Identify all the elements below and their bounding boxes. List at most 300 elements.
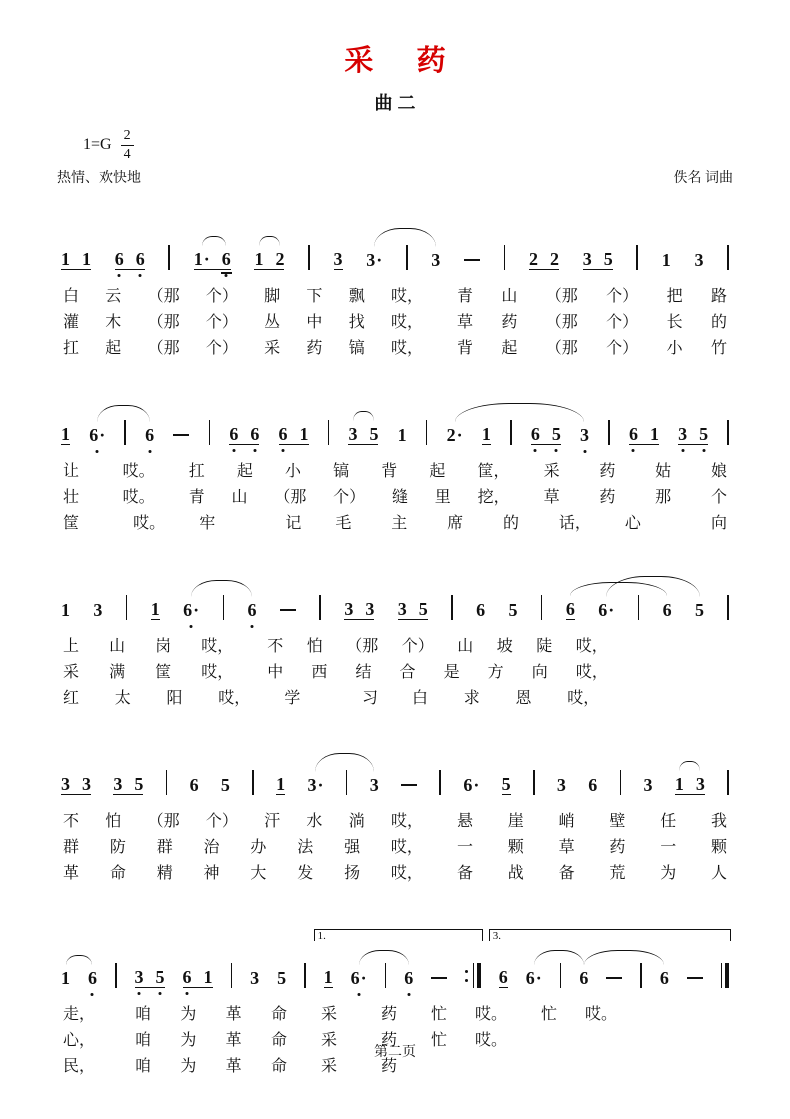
lyric-cell: 个） [205,288,238,305]
beam-group [190,775,199,795]
barline [439,770,441,795]
lyric-cell: 药 [599,489,616,506]
lyric-cell: 哎， [575,638,608,655]
lyric-cell: 起 [501,340,518,357]
lyric-cell: 个） [606,288,639,305]
lyric-cell: 哎。 [133,515,166,532]
octave-dot [96,450,99,453]
beam-group [366,250,382,270]
note [136,249,145,269]
lyric-cell: 席 [447,515,464,532]
note [115,249,124,269]
note-dash [606,977,622,979]
lyric-cell: 革 [225,1006,242,1023]
lyric-cell: 下 [306,288,323,305]
note-digit: 6 [221,249,231,269]
lyric-segment [457,284,727,310]
slur-arc [202,236,227,246]
lyric-cell: 壮 [63,489,80,506]
note-digit: 6 [145,425,155,445]
lyric-cell: 起 [105,340,122,357]
dot-after: · [203,249,210,269]
lyric-cell: 合 [399,664,416,681]
lyric-cell: 汗 [264,813,281,830]
barline [560,963,562,988]
octave-dot [534,449,537,452]
note-digit: 1 [276,774,286,794]
lyric-cell: 哎， [575,664,608,681]
barline [124,420,126,445]
lyric-cell: 不 [267,638,284,655]
beam-group [463,775,479,795]
dot-after: · [99,425,106,445]
dot-after: · [456,425,463,445]
beam-group [183,967,213,988]
note [398,599,407,619]
beam-group [580,425,589,445]
dot-after: · [376,250,383,270]
beam-group [221,775,230,795]
barline [638,595,640,620]
lyric-row [57,861,733,887]
lyric-cell: 筐 [155,664,172,681]
note-digit: 3 [82,774,91,794]
lyric-row [57,809,733,835]
repeat-dot [465,979,468,982]
credit: 佚名 词曲 [673,171,733,186]
beam-group [334,249,343,270]
barline [406,245,408,270]
lyric-cell: 长 [666,314,683,331]
slur-arc [359,950,409,965]
note [369,424,378,444]
octave-dot [190,625,193,628]
octave-dot [357,993,360,996]
lyric-cell: 的 [502,515,519,532]
note-digit: 6 [278,424,288,444]
repeat-barline [465,963,481,988]
lyric-cell: 那 [655,489,672,506]
lyric-segment [189,459,510,485]
octave-dot [159,992,162,995]
lyric-cell: 木 [105,314,122,331]
beam-group [579,968,588,988]
lyric-segment [63,459,155,485]
lyric-cell: 革 [225,1032,242,1049]
beam-group [135,967,165,988]
note-digit: 2 [550,249,560,269]
octave-dot [186,992,189,995]
lyric-cell: 忙 [431,1032,448,1049]
lyric-segment [63,809,423,835]
lyric-cell: 娘 [710,463,727,480]
barline [126,595,128,620]
lyric-cell: 药 [609,839,626,856]
lyric-segment [199,511,301,537]
beam-group [476,600,485,620]
lyric-cell: 中 [267,664,284,681]
lyric-cell: 采 [63,664,80,681]
note [552,424,561,444]
lyric-cell: 镐 [348,340,365,357]
note-digit: 5 [418,599,428,619]
lyric-cell: 扛 [188,463,205,480]
barline [620,770,622,795]
lyric-cell: 为 [180,1006,197,1023]
lyric-cell: 我 [710,813,727,830]
lyric-row [57,310,733,336]
lyric-cell: 白 [412,690,429,707]
notes-row [57,921,733,1002]
lyric-cell: 太 [114,690,131,707]
notes-row [57,221,733,284]
lyric-cell: 个） [333,489,366,506]
beam-group [61,249,91,270]
note-digit: 6 [579,968,589,988]
lyric-cell: 民， [63,1058,96,1075]
barline [727,245,729,270]
note [300,424,309,444]
barline [209,420,211,445]
note-digit: 6 [89,425,99,445]
note-dash [280,609,296,611]
lyric-cell: 群 [63,839,80,856]
lyric-cell: 山 [109,638,126,655]
note-digit: 1 [254,249,264,269]
barline [504,245,506,270]
lyric-cell: （那 [545,340,578,357]
octave-dot [118,274,121,277]
lyric-cell: 哎， [201,664,234,681]
lyric-segment [267,660,608,686]
page-subtitle: 曲二 [374,93,421,113]
thin-bar [721,963,723,988]
lyric-cell: （那 [147,813,180,830]
barline [608,420,610,445]
note [529,249,538,269]
beam-group [398,599,428,620]
lyric-row [57,459,733,485]
note-digit: 5 [508,600,518,620]
octave-dot [251,625,254,628]
note-digit: 1 [61,249,70,269]
lyric-cell: 结 [355,664,372,681]
note-digit: 3 [695,774,705,794]
lyric-cell: 悬 [457,813,474,830]
note [699,424,708,444]
note [579,968,588,988]
note [82,774,91,794]
note [229,424,238,444]
beam-group [324,967,333,988]
note-digit: 6 [463,775,473,795]
beam-group [113,774,143,795]
beam-group [482,424,491,445]
beam-group [499,967,508,988]
octave-dot [555,449,558,452]
sixteenth-line [221,272,232,274]
barline [541,595,543,620]
note [254,249,263,269]
barline [223,595,225,620]
beam-group [145,425,154,445]
note [61,249,70,269]
page-title: 采 药 [344,45,464,77]
note-digit: 1 [193,249,203,269]
lyric-cell: 神 [203,865,220,882]
note-digit: 3 [694,250,704,270]
lyric-row [57,686,733,712]
lyric-cell: 镐 [333,463,350,480]
note-digit: 1 [649,424,659,444]
note-digit: 5 [699,424,709,444]
beam-group [663,600,672,620]
beam-group [404,968,413,988]
note [678,424,687,444]
note-digit: 6 [476,600,486,620]
lyric-cell: 求 [463,690,480,707]
lyric-cell: 找 [348,314,365,331]
lyric-cell: 阳 [166,690,183,707]
lyric-cell: 小 [284,463,301,480]
lyric-cell: 颗 [710,839,727,856]
beam-group [61,424,70,445]
lyric-cell: （那 [545,288,578,305]
note-digit: 3 [113,774,123,794]
note-digit: 6 [530,424,540,444]
system-2 [57,396,733,537]
lyric-cell: 筐 [63,515,80,532]
lyric-cell: 哎， [390,288,423,305]
note [250,968,259,988]
octave-dot [632,449,635,452]
notes-row [57,746,733,809]
note-digit: 3 [61,774,70,794]
note-digit: 3 [369,775,379,795]
beam-group [351,968,367,988]
lyric-cell: 治 [203,839,220,856]
note-digit: 6 [588,775,598,795]
lyric-segment [63,660,233,686]
beam-group [447,425,463,445]
note [113,774,122,794]
lyric-cell: （那 [147,288,180,305]
note [156,967,165,987]
time-signature [121,128,134,163]
lyric-cell: 满 [109,664,126,681]
dot-after: · [193,600,200,620]
note-digit: 2 [529,249,539,269]
note-digit: 5 [695,600,705,620]
note [89,425,105,445]
octave-dot [148,450,151,453]
note-digit: 3 [580,425,589,445]
beam-group [183,600,199,620]
lyric-cell: 采 [543,463,560,480]
note [463,775,479,795]
note-digit: 6 [135,249,145,269]
note-digit: 6 [247,600,257,620]
lyric-segment [63,634,233,660]
lyric-cell: 哎， [390,865,423,882]
lyric-segment [189,485,510,511]
lyric-cell: 大 [250,865,267,882]
lyric-row [57,485,733,511]
lyric-cell: 忙 [431,1006,448,1023]
lyric-segment [63,284,423,310]
lyric-cell: 个） [205,314,238,331]
slur-arc [679,761,700,771]
lyric-cell: 采 [264,340,281,357]
note [61,600,70,620]
lyric-segment [63,336,423,362]
lyric-cell: 的 [710,314,727,331]
note-digit: 6 [182,967,192,987]
barline [252,770,254,795]
lyric-segment [642,634,727,660]
lyric-cell: 精 [156,865,173,882]
note-digit: 3 [431,250,441,270]
lyric-segment [457,809,727,835]
note [557,775,566,795]
lyric-cell: 峭 [558,813,575,830]
barline [727,420,729,445]
note [61,424,70,444]
lyric-cell: 话， [558,515,591,532]
lyric-cell: 飘 [348,288,365,305]
note [502,774,511,794]
beam-group [508,600,517,620]
octave-dot [583,450,586,453]
lyric-cell: 上 [63,638,80,655]
beam-group [88,968,97,988]
beam-group [370,775,379,795]
octave-dot [407,993,410,996]
lyric-cell: 颗 [507,839,524,856]
note [447,425,463,445]
slur-arc [606,576,699,597]
beam-group [660,968,669,988]
note-digit: 6 [114,249,124,269]
lyric-cell: 起 [236,463,253,480]
lyric-cell: 走， [63,1006,96,1023]
thick-bar [477,963,481,988]
lyric-cell: 哎。 [474,1006,507,1023]
note-digit: 3 [366,250,376,270]
lyric-cell: 脚 [264,288,281,305]
lyric-cell: 防 [109,839,126,856]
note [151,599,160,619]
lyric-cell: 哎。 [122,463,155,480]
octave-dot [232,449,235,452]
barline [166,770,168,795]
lyric-cell: 采 [321,1058,338,1075]
note-digit: 1 [674,774,684,794]
beam-group [115,249,145,270]
lyric-segment [63,861,423,887]
lyric-cell: 红 [63,690,80,707]
note [307,775,323,795]
note-digit: 5 [551,424,561,444]
note [61,774,70,794]
beam-group [566,599,575,620]
note [695,250,704,270]
note [508,600,517,620]
lyric-cell: 恩 [515,690,532,707]
lyric-row [57,511,733,537]
lyric-cell: 办 [250,839,267,856]
note-dash [687,977,703,979]
note [531,424,540,444]
lyric-cell: 草 [543,489,560,506]
note [588,775,597,795]
note-dash [431,977,447,979]
lyric-cell: 竹 [710,340,727,357]
barline [533,770,535,795]
lyric-cell: 丛 [264,314,281,331]
octave-dot [702,449,705,452]
lyric-segment [642,660,727,686]
slur-arc [374,228,436,247]
lyric-segment [541,1002,617,1028]
lyric-cell: 山 [501,288,518,305]
note-digit: 5 [155,967,165,987]
note [696,774,705,794]
beam-group [248,600,257,620]
note [499,967,508,987]
note [398,425,407,445]
beam-group [557,775,566,795]
beam-group [588,775,597,795]
lyric-cell: 牢 [199,515,216,532]
note-digit: 3 [397,599,407,619]
lyric-segment [457,336,727,362]
lyric-cell: 强 [344,839,361,856]
lyric-segment [63,310,423,336]
slur-arc [315,753,374,772]
note-digit: 5 [603,249,613,269]
note [365,599,374,619]
note [629,424,638,444]
note-digit: 5 [501,774,511,794]
lyric-cell: 哎， [201,638,234,655]
note-digit: 3 [582,249,592,269]
beam-group [583,249,613,270]
lyric-cell: 陡 [536,638,553,655]
barline [451,595,453,620]
lyric-cell: 任 [660,813,677,830]
beam-group [675,774,705,795]
volta-bracket [314,929,483,941]
key-signature [83,125,733,165]
lyric-segment [431,1002,507,1028]
beam-group [61,774,91,795]
lyric-cell: 起 [429,463,446,480]
note-digit: 1 [61,424,70,444]
lyric-row [57,634,733,660]
lyric-cell: 个 [710,489,727,506]
lyric-cell: 个） [606,314,639,331]
lyric-cell: 心 [624,515,641,532]
lyric-cell: 青 [188,489,205,506]
lyric-cell: （那 [274,489,307,506]
notes-row [57,571,733,634]
beam-group [89,425,105,445]
note [476,600,485,620]
lyric-cell: 记 [285,515,302,532]
note [695,600,704,620]
key-text: 1=G [83,136,112,153]
